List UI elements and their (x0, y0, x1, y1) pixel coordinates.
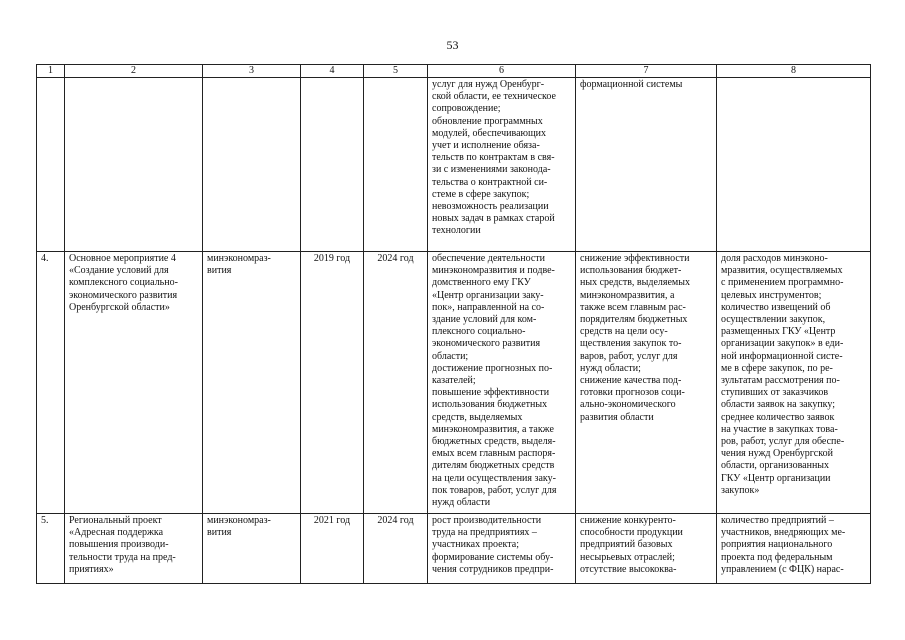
page-number: 53 (446, 38, 459, 52)
column-header: 8 (717, 65, 871, 78)
activity-name (65, 78, 203, 252)
expected-result: услуг для нужд Оренбург- ской области, ее техническое сопровождение; обновление программных модулей, обеспечивающих учет и исполнение обяза- тельств по контрактам в свя- зи с изменениями законода- тельства о контрактной си- стеме в сфере закупок; невозможность реализации новых задач в рамках старой технологии (428, 78, 576, 252)
executor: минэкономраз- вития (203, 252, 301, 514)
program-table (36, 64, 871, 584)
row-number: 5. (37, 514, 65, 584)
column-header: 2 (65, 65, 203, 78)
column-header: 4 (301, 65, 364, 78)
row-number: 4. (37, 252, 65, 514)
column-header: 5 (364, 65, 428, 78)
expected-result: обеспечение деятельности минэкономразвития и подве- домственного ему ГКУ «Центр организации заку- пок», направленной на со- здание условий для ком- плексного социально- экономического развития области; достижение прогнозных по- казателей; повышение эффективности использования бюджетных средств, выделяемых минэкономразвития, а также бюджетных средств, выделя- емых всем главным распоря- дителям бюджетных средств на цели осуществления заку- пок товаров, работ, услуг для нужд области (428, 252, 576, 514)
expected-result: рост производительности труда на предприятиях – участниках проекта; формирование системы обу- чения сотрудников предпри- (428, 514, 576, 584)
risks: снижение конкуренто- способности продукции предприятий базовых несырьевых отраслей; отсутствие высококва- (576, 514, 717, 584)
executor (203, 78, 301, 252)
start-year: 2019 год (301, 252, 364, 514)
table-row (37, 78, 871, 252)
indicators (717, 78, 871, 252)
end-year: 2024 год (364, 514, 428, 584)
executor: минэкономраз- вития (203, 514, 301, 584)
start-year: 2021 год (301, 514, 364, 584)
table-row (37, 252, 871, 514)
header-row (37, 65, 871, 78)
indicators: доля расходов минэконо- мразвития, осуществляемых с применением программно- целевых инструментов; количество извещений об осуществлении закупок, размещенных ГКУ «Центр организации закупок» в еди- ной информационной систе- ме в сфере закупок, по ре- зультатам рассмотрения по- ступивших от заказчиков области заявок на закупку; среднее количество заявок на участие в закупках това- ров, работ, услуг для обеспе- чения нужд Оренбургской области, организованных ГКУ «Центр организации закупок» (717, 252, 871, 514)
risks: формационной системы (576, 78, 717, 252)
column-header: 7 (576, 65, 717, 78)
risks: снижение эффективности использования бюджет- ных средств, выделяемых минэкономразвития, а также всем главным рас- порядителям бюджетных средств на цели осу- ществления закупок то- варов, работ, услуг для нужд области; снижение качества под- готовки прогнозов соци- ально-экономического развития области (576, 252, 717, 514)
row-number (37, 78, 65, 252)
indicators: количество предприятий – участников, внедряющих ме- роприятия национального проекта под федеральным управлением (с ФЦК) нарас- (717, 514, 871, 584)
column-header: 3 (203, 65, 301, 78)
column-header: 6 (428, 65, 576, 78)
column-header: 1 (37, 65, 65, 78)
activity-name: Региональный проект «Адресная поддержка повышения производи- тельности труда на пред- приятиях» (65, 514, 203, 584)
end-year (364, 78, 428, 252)
end-year: 2024 год (364, 252, 428, 514)
start-year (301, 78, 364, 252)
activity-name: Основное мероприятие 4 «Создание условий для комплексного социально- экономического развития Оренбургской области» (65, 252, 203, 514)
table-row (37, 514, 871, 584)
